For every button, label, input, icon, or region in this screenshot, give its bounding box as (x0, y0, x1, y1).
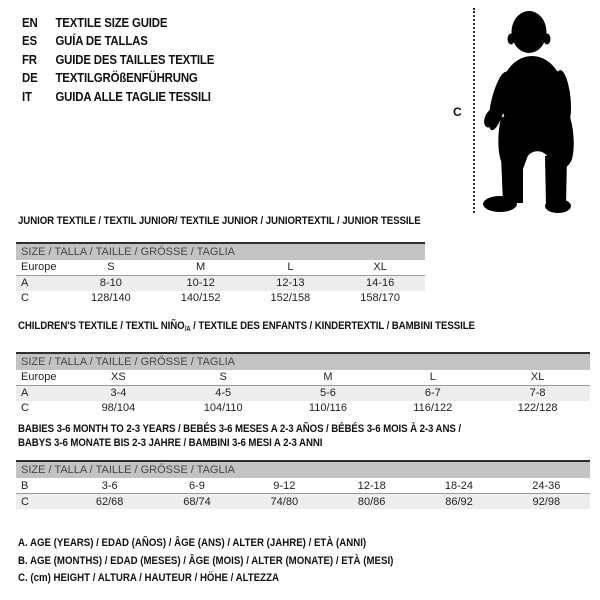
size-table-header: SIZE / TALLA / TAILLE / GRÖSSE / TAGLIA (16, 353, 590, 370)
size-cell: L (380, 370, 485, 386)
size-cell: 24-36 (503, 478, 590, 494)
size-table-header: SIZE / TALLA / TAILLE / GRÖSSE / TAGLIA (16, 461, 590, 478)
table-row (16, 478, 590, 494)
language-row (22, 32, 214, 51)
size-cell: 80/86 (357, 495, 386, 508)
language-label: TEXTILE SIZE GUIDE (55, 14, 168, 30)
language-code: DE (22, 70, 38, 86)
baby-silhouette (482, 6, 595, 213)
language-row (22, 50, 214, 69)
size-cell: L (246, 260, 336, 276)
size-cell: M (156, 260, 246, 276)
table-row (16, 494, 590, 510)
section-title: BABIES 3-6 MONTH TO 2-3 YEARS / BEBÉS 3-6 MESES A 2-3 AÑOS / BÉBÉS 3-6 MOIS À 2-3 ANS / (18, 423, 461, 435)
size-table-body (16, 370, 590, 417)
size-cell: 3-4 (110, 387, 127, 399)
section-title: JUNIOR TEXTILE / TEXTIL JUNIOR/ TEXTILE JUNIOR / JUNIORTEXTIL / JUNIOR TESSILE (18, 215, 421, 227)
size-cell: 18-24 (415, 478, 502, 494)
table-row (16, 370, 590, 386)
language-label: GUIDE DES TAILLES TEXTILE (55, 51, 215, 67)
language-label: GUIDA ALLE TAGLIE TESSILI (55, 88, 211, 104)
language-code: EN (22, 14, 38, 30)
size-cell: 4-5 (215, 387, 232, 399)
size-cell: XL (335, 260, 425, 276)
subscript-label: /A (184, 326, 191, 333)
size-cell: M (276, 370, 381, 386)
size-cell: 116/122 (413, 402, 453, 415)
size-cell: 12-18 (328, 478, 415, 494)
language-label: TEXTILGRÖßENFÜHRUNG (55, 70, 198, 86)
language-code: FR (22, 51, 37, 67)
language-row (22, 87, 214, 106)
language-label: GUÍA DE TALLAS (55, 33, 148, 49)
size-cell: 7-8 (529, 387, 546, 399)
size-cell: XL (485, 370, 590, 386)
language-row (22, 69, 214, 88)
row-label: Europe (16, 370, 66, 386)
size-cell: 122/128 (517, 402, 558, 415)
size-cell: 152/158 (270, 292, 311, 305)
legend-line-c: C. (cm) HEIGHT / ALTURA / HAUTEUR / HÖHE / ALTEZZA (18, 572, 280, 584)
section-title: CHILDREN'S TEXTILE / TEXTIL $NIÑO_{/A}$ / TEXTILE DES ENFANTS / KINDERTEXTIL / BAMBINI TESSILE (18, 320, 475, 333)
legend-line-b: B. AGE (MONTHS) / EDAD (MESES) / ÂGE (MOIS) / ALTER (MONATE) / ETÀ (MESI) (18, 554, 394, 567)
table-row (16, 275, 425, 291)
table-row (16, 291, 425, 307)
size-cell: 110/116 (308, 402, 348, 415)
language-code: IT (22, 88, 32, 104)
size-cell: 10-12 (186, 277, 215, 289)
size-cell: S (171, 370, 276, 386)
row-label: Europe (16, 260, 66, 276)
table-row (16, 401, 590, 417)
size-cell: 86/92 (445, 495, 473, 508)
size-cell: 3-6 (66, 478, 153, 494)
row-label: C (21, 292, 29, 305)
junior-textile-section (16, 215, 425, 306)
table-row (16, 260, 425, 276)
childrens-textile-section (16, 320, 590, 416)
row-label: C (21, 495, 29, 508)
size-cell: 14-16 (366, 277, 395, 289)
size-cell: 74/80 (270, 495, 299, 508)
language-row (22, 13, 214, 32)
height-marker-label: C (453, 105, 462, 119)
size-cell: 140/152 (180, 292, 221, 305)
row-label: A (21, 277, 29, 289)
size-cell: 98/104 (101, 402, 136, 415)
language-list (22, 13, 214, 106)
size-cell: 104/110 (203, 402, 243, 415)
size-cell: 5-6 (320, 387, 336, 399)
size-cell: 12-13 (276, 277, 305, 289)
size-table-2 (16, 460, 590, 509)
size-cell: 8-10 (99, 277, 122, 289)
table-row (16, 385, 590, 401)
language-code: ES (22, 33, 37, 49)
size-table-body (16, 478, 590, 509)
measurement-legend (18, 535, 445, 588)
row-label: A (21, 387, 29, 399)
row-label: B (16, 478, 66, 494)
size-table-header: SIZE / TALLA / TAILLE / GRÖSSE / TAGLIA (16, 243, 425, 260)
size-cell: 62/68 (95, 495, 124, 508)
size-cell: 6-7 (424, 387, 441, 399)
size-table-1 (16, 352, 590, 417)
size-table-0 (16, 242, 425, 307)
legend-line-a: A. AGE (YEARS) / EDAD (AÑOS) / ÂGE (ANS) / ALTER (JAHRE) / ETÀ (ANNI) (18, 537, 367, 549)
size-cell: 6-9 (153, 478, 240, 494)
size-table-body (16, 260, 425, 307)
size-cell: 92/98 (532, 495, 561, 508)
size-cell: 68/74 (183, 495, 211, 508)
size-cell: 158/170 (360, 292, 400, 305)
section-title: BABYS 3-6 MONATE BIS 2-3 JAHRE / BAMBINI 3-6 MESI A 2-3 ANNI (18, 436, 323, 449)
size-cell: S (66, 260, 156, 276)
row-label: C (21, 402, 29, 415)
baby-figure (450, 6, 598, 216)
size-cell: XS (66, 370, 171, 386)
babies-textile-section (16, 423, 590, 509)
size-cell: 128/140 (90, 292, 131, 305)
height-dotted-line (473, 8, 475, 213)
size-cell: 9-12 (241, 478, 328, 494)
